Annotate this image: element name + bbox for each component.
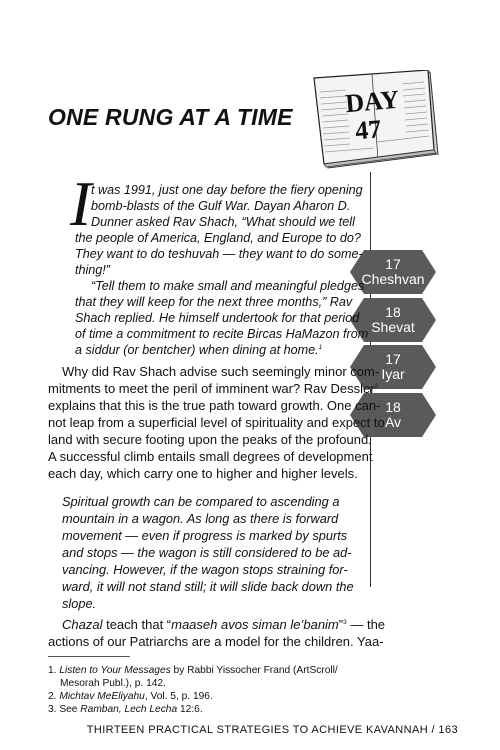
text-line: that they will keep for the next three months,” Rav	[75, 295, 353, 309]
text-span: — the	[346, 617, 386, 632]
text-span: ”	[338, 617, 344, 632]
text-line: the people of America, England, and Europe to do?	[75, 231, 361, 245]
text-span: mitments to meet the peril of imminent war? Rav Dessler	[48, 381, 375, 396]
day-number: 47	[354, 114, 383, 146]
date-month: Av	[384, 413, 402, 430]
text-line: bomb-blasts of the Gulf War. Dayan Aharon D.	[91, 199, 351, 213]
date-day: 18	[385, 303, 401, 320]
text-span: , Vol. 5, p. 196.	[144, 691, 213, 702]
date-month: Cheshvan	[361, 271, 425, 287]
text-line: vancing. However, if the wagon stops straining for-	[62, 562, 348, 577]
footnote	[48, 664, 338, 677]
text-line: A successful climb entails small degrees of development	[48, 449, 373, 464]
text-span: Michtav MeEliyahu	[59, 691, 145, 702]
text-line: They want to do teshuvah — they want to do some-	[75, 247, 363, 261]
text-span: 1.	[48, 665, 60, 676]
text-line: land with secure footing upon the peaks of the profound.	[48, 432, 372, 447]
text-span: a siddur (or bentcher) when dining at home.	[75, 343, 319, 357]
text-line	[75, 342, 322, 358]
drop-cap: I	[70, 168, 92, 239]
day-word: DAY	[344, 84, 401, 119]
text-span: 3. See	[48, 704, 81, 715]
text-span: Chazal	[62, 617, 103, 632]
text-line: Spiritual growth can be compared to ascending a	[62, 494, 340, 509]
footnote	[48, 703, 203, 716]
day-book-illustration	[312, 70, 442, 170]
text-line: slope.	[62, 596, 97, 611]
running-footer: THIRTEEN PRACTICAL STRATEGIES TO ACHIEVE KAVANNAH / 163	[86, 724, 458, 736]
footnote-ref: 3	[343, 619, 347, 626]
text-line: movement — even if progress is marked by spurts	[62, 528, 348, 543]
footnote-ref: 2	[374, 383, 379, 390]
text-line: explains that this is the true path toward growth. One can-	[48, 398, 381, 413]
text-line	[48, 381, 378, 397]
text-span: Listen to Your Messages	[59, 665, 171, 676]
text-line: Why did Rav Shach advise such seemingly minor com-	[62, 364, 380, 379]
text-span: teach that “	[102, 617, 172, 632]
text-span: 12:6.	[177, 704, 203, 715]
text-line: thing!”	[75, 263, 111, 277]
text-span: maaseh avos siman le’banim	[171, 617, 339, 632]
text-line: Shach replied. He himself undertook for that period	[75, 311, 360, 325]
open-book-icon	[312, 70, 442, 170]
text-span: by Rabbi Yissocher Frand (ArtScroll/	[170, 665, 338, 676]
text-line: t was 1991, just one day before the fiery opening	[91, 183, 363, 197]
footnote: Mesorah Publ.), p. 142.	[60, 678, 166, 689]
footnote-ref: 1	[318, 344, 323, 351]
date-month: Iyar	[381, 366, 405, 382]
footnote	[48, 690, 213, 703]
text-line: mountain in a wagon. As long as there is forward	[62, 511, 339, 526]
text-line: actions of our Patriarchs are a model for the children. Yaa-	[48, 634, 384, 649]
text-line: each day, which carry one to higher and higher levels.	[48, 466, 358, 481]
text-line: “Tell them to make small and meaningful pledges	[91, 279, 365, 293]
text-line: of time a commitment to recite Bircas HaMazon from	[75, 327, 369, 341]
footnote-rule	[48, 656, 130, 657]
chapter-title: ONE RUNG AT A TIME	[48, 104, 293, 130]
date-day: 17	[385, 256, 401, 272]
text-span: Ramban, Lech Lecha	[80, 704, 178, 715]
text-line: not leap from a superficial level of spirituality and expect to	[48, 415, 385, 430]
date-day: 18	[385, 398, 401, 415]
date-day: 17	[385, 351, 401, 367]
text-line: ward, it will not stand still; it will slide back down the	[62, 579, 354, 594]
text-line: and stops — the wagon is still considered to be ad-	[62, 545, 352, 560]
text-line	[62, 617, 385, 633]
date-month: Shevat	[371, 318, 415, 335]
text-line: Dunner asked Rav Shach, “What should we tell	[91, 215, 355, 229]
text-span: 2.	[48, 691, 60, 702]
